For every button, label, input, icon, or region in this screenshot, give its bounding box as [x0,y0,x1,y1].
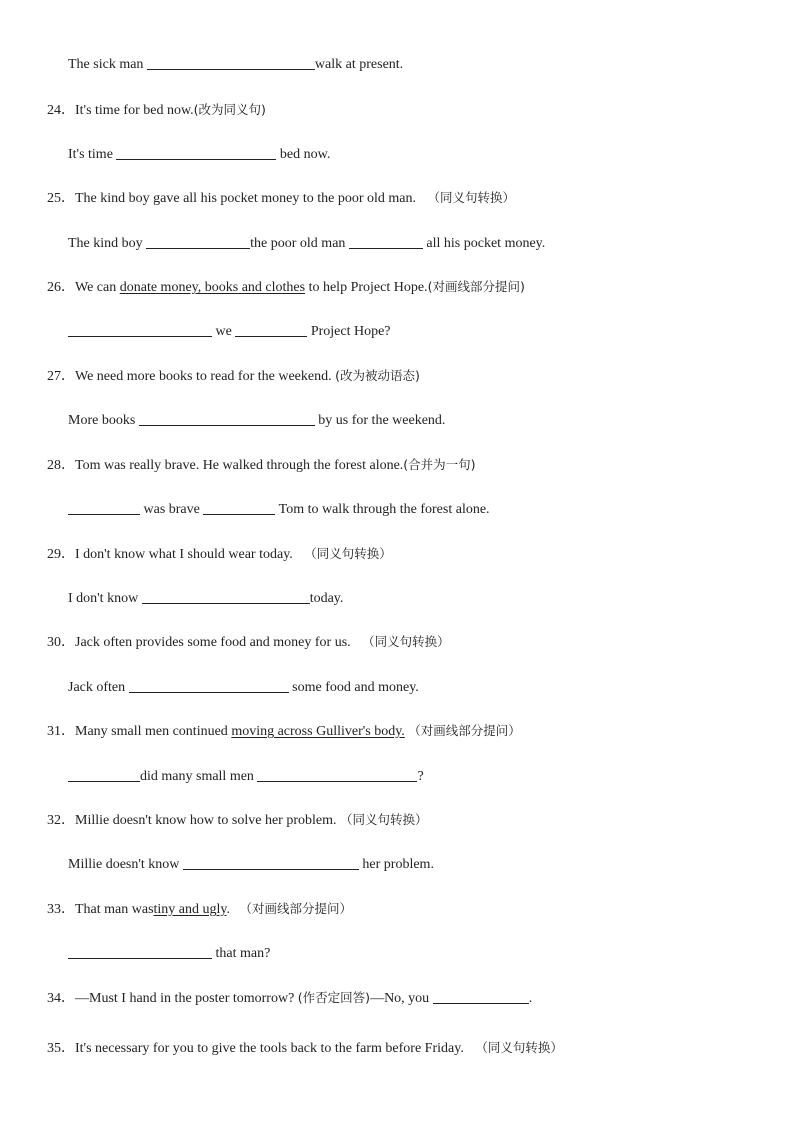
answer-31 [68,767,424,786]
answer-text: The kind boy [68,236,143,251]
instruction-note: （对画线部分提问） [408,723,521,738]
question-text: —Must I hand in the poster tomorrow? [75,991,295,1006]
question-text: Tom was really brave. He walked through the forest alone. [75,458,404,473]
instruction-note: (改为被动语态) [335,368,420,383]
answer-26 [68,322,391,341]
question-26 [47,278,525,297]
question-number: 30． [47,635,75,650]
answer-text: I don't know [68,591,139,606]
answer-text: today. [309,591,344,606]
answer-text: we [215,324,232,339]
question-35 [47,1039,563,1058]
answer-33 [68,944,270,963]
answer-blank[interactable] [139,411,315,426]
answer-24 [68,145,330,164]
answer-text: did many small men [140,769,254,784]
question-text: to help Project Hope. [308,280,428,295]
question-number: 27． [47,369,75,384]
answer-23 [68,55,403,74]
answer-blank[interactable] [349,234,423,249]
question-number: 34． [47,991,75,1006]
instruction-note: （同义句转换） [362,634,450,649]
answer-blank[interactable] [433,989,529,1004]
answer-text: the poor old man [250,236,346,251]
question-30 [47,633,450,652]
instruction-note: （同义句转换） [340,812,428,827]
instruction-note: (合并为一句) [403,457,476,472]
question-number: 35． [47,1041,75,1056]
question-text: It's necessary for you to give the tools back to the farm before Friday. [75,1041,464,1056]
question-number: 32． [47,813,75,828]
underlined-phrase: tiny and ugly [153,902,227,917]
question-text: We can [75,280,117,295]
question-text: . [226,902,231,917]
answer-blank[interactable] [68,500,140,515]
question-text: —No, you [370,991,430,1006]
question-28 [47,456,476,475]
answer-text: by us for the weekend. [318,413,446,428]
question-text: Many small men continued [75,724,228,739]
answer-text: Jack often [68,680,126,695]
answer-text: More books [68,413,136,428]
question-34 [47,989,532,1008]
answer-blank[interactable] [203,500,275,515]
answer-text: that man? [215,946,271,961]
answer-text: bed now. [279,147,331,162]
question-number: 29． [47,547,75,562]
question-25 [47,189,515,208]
instruction-note: （对画线部分提问） [239,901,353,916]
question-number: 28． [47,458,75,473]
instruction-note: （同义句转换） [475,1040,563,1055]
question-24 [47,101,266,120]
question-text: That man was [75,902,154,917]
answer-30 [68,678,419,697]
instruction-note: (作否定回答) [297,990,371,1005]
question-text: It's time for bed now. [75,103,194,118]
answer-blank[interactable] [142,589,310,604]
answer-text: ? [417,769,424,784]
answer-blank[interactable] [146,234,250,249]
question-text: The kind boy gave all his pocket money to the poor old man. [75,191,416,206]
answer-text: was brave [143,502,200,517]
answer-text: Tom to walk through the forest alone. [278,502,490,517]
question-31 [47,722,521,741]
answer-32 [68,855,434,874]
answer-29 [68,589,343,608]
question-text: Millie doesn't know how to solve her problem. [75,813,337,828]
question-33 [47,900,352,919]
answer-27 [68,411,445,430]
instruction-note: (改为同义句) [193,102,266,117]
answer-blank[interactable] [183,855,359,870]
answer-text: Millie doesn't know [68,857,180,872]
question-number: 26． [47,280,75,295]
underlined-phrase: moving across Gulliver's body. [231,724,405,739]
question-text: Jack often provides some food and money for us. [75,635,351,650]
question-32 [47,811,428,830]
underlined-phrase: donate money, books and clothes [119,280,306,295]
answer-28 [68,500,490,519]
answer-text: all his pocket money. [426,236,546,251]
answer-blank[interactable] [147,55,315,70]
question-text: We need more books to read for the weekend. [75,369,332,384]
answer-blank[interactable] [68,767,140,782]
answer-text: walk at present. [314,57,404,72]
answer-text: It's time [68,147,113,162]
answer-blank[interactable] [68,322,212,337]
question-number: 31． [47,724,75,739]
answer-text: Project Hope? [310,324,391,339]
question-text: . [528,991,533,1006]
answer-text: The sick man [68,57,144,72]
answer-blank[interactable] [68,944,212,959]
question-27 [47,367,420,386]
instruction-note: （同义句转换） [427,190,515,205]
question-number: 33． [47,902,75,917]
answer-25 [68,234,545,253]
instruction-note: (对画线部分提问) [427,279,525,294]
answer-blank[interactable] [235,322,307,337]
question-number: 24． [47,103,75,118]
answer-blank[interactable] [129,678,289,693]
question-number: 25． [47,191,75,206]
question-text: I don't know what I should wear today. [75,547,293,562]
answer-blank[interactable] [116,145,276,160]
question-29 [47,545,392,564]
answer-text: some food and money. [292,680,419,695]
answer-text: her problem. [362,857,434,872]
instruction-note: （同义句转换） [304,546,392,561]
answer-blank[interactable] [257,767,417,782]
